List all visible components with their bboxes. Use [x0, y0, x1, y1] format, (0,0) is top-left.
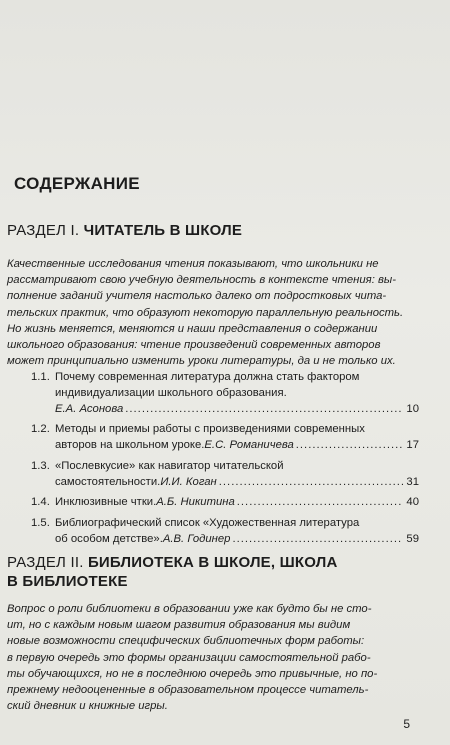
leader-dots — [296, 437, 403, 453]
section-number: РАЗДЕЛ I. — [7, 222, 84, 239]
leader-dots — [232, 531, 403, 547]
toc-entry-1-3[interactable] — [31, 458, 419, 490]
section-number: РАЗДЕЛ II. — [7, 554, 88, 571]
entry-title-line: «Послевкусие» как навигатор читательской — [55, 460, 284, 472]
intro-line: Вопрос о роли библиотеки в образовании уже как будто бы не сто- — [7, 603, 372, 615]
intro-line: в первую очередь это формы организации самостоятельной рабо- — [7, 651, 371, 664]
toc-entry-1-1[interactable] — [31, 369, 419, 417]
entry-title-line: Библиографический список «Художественная литература — [55, 517, 360, 529]
entry-number: 1.5. — [31, 517, 50, 529]
intro-line: Но жизнь меняется, меняются и наши представления о содержании — [7, 322, 378, 335]
intro-line: Качественные исследования чтения показывают, что школьники не — [7, 258, 379, 270]
section-2-intro — [7, 601, 432, 714]
page-title: СОДЕРЖАНИЕ — [14, 174, 140, 193]
entry-page: 40 — [406, 496, 419, 508]
intro-line: новые возможности специфических библиотечных форм работы: — [7, 635, 365, 648]
entry-title-line: Методы и приемы работы с произведениями современных — [55, 423, 365, 435]
entry-page: 59 — [406, 533, 419, 545]
entry-author: Е.С. Романичева — [204, 439, 294, 451]
intro-line: рассматривают свою учебную деятельность в контексте чтения: вы- — [7, 274, 396, 287]
entry-number: 1.4. — [31, 496, 50, 508]
intro-line: ский дневник и книжные игры. — [7, 700, 168, 713]
intro-line: тельских практик, что образуют некоторую параллельную реальность. — [7, 306, 404, 319]
leader-dots — [219, 474, 403, 490]
section-name: В БИБЛИОТЕКЕ — [7, 573, 128, 590]
intro-line: ты обучающихся, но не в последнюю очередь это привычные, но по- — [7, 667, 378, 680]
leader-dots — [125, 401, 403, 417]
entry-author: И.И. Коган — [160, 476, 217, 488]
toc-entry-1-5[interactable] — [31, 515, 419, 547]
section-1-intro — [7, 256, 432, 369]
leader-dots — [237, 494, 403, 510]
toc-entry-1-4[interactable] — [31, 494, 419, 510]
entry-page: 10 — [406, 403, 419, 415]
entry-title-line: об особом детстве». — [55, 533, 163, 545]
intro-line: полнение заданий учителя настолько далеко от подростковых чита- — [7, 290, 387, 303]
entry-number: 1.3. — [31, 460, 50, 472]
intro-line: прежнему недооцененные в образовательном процессе читатель- — [7, 684, 369, 697]
intro-line: ит, но с каждым новым шагом развития образования мы видим — [7, 619, 351, 632]
entry-title-line: Инклюзивные чтки. — [55, 496, 157, 508]
entry-number: 1.1. — [31, 371, 50, 383]
entry-page: 17 — [406, 439, 419, 451]
entry-title-line: Почему современная литература должна стать фактором — [55, 371, 360, 383]
section-2-heading — [7, 553, 338, 591]
entry-author: А.В. Годинер — [162, 533, 231, 545]
entry-title-line: самостоятельности. — [55, 476, 161, 488]
toc-entry-1-2[interactable] — [31, 421, 419, 453]
section-1-heading — [7, 221, 242, 240]
section-name: ЧИТАТЕЛЬ В ШКОЛЕ — [83, 222, 243, 239]
section-name: БИБЛИОТЕКА В ШКОЛЕ, ШКОЛА — [87, 554, 338, 571]
entry-author: А.Б. Никитина — [156, 496, 235, 508]
entry-title-line: авторов на школьном уроке. — [55, 439, 205, 451]
entry-page: 31 — [406, 476, 419, 488]
entry-author: Е.А. Асонова — [55, 403, 124, 415]
page-number: 5 — [403, 717, 410, 731]
entry-title-line: индивидуализации школьного образования. — [55, 387, 287, 399]
intro-line: школьного образования: чтение произведений современных авторов — [7, 339, 381, 352]
entry-number: 1.2. — [31, 423, 50, 435]
intro-line: может принципиально изменить уроки литературы, да и не только их. — [7, 355, 396, 368]
